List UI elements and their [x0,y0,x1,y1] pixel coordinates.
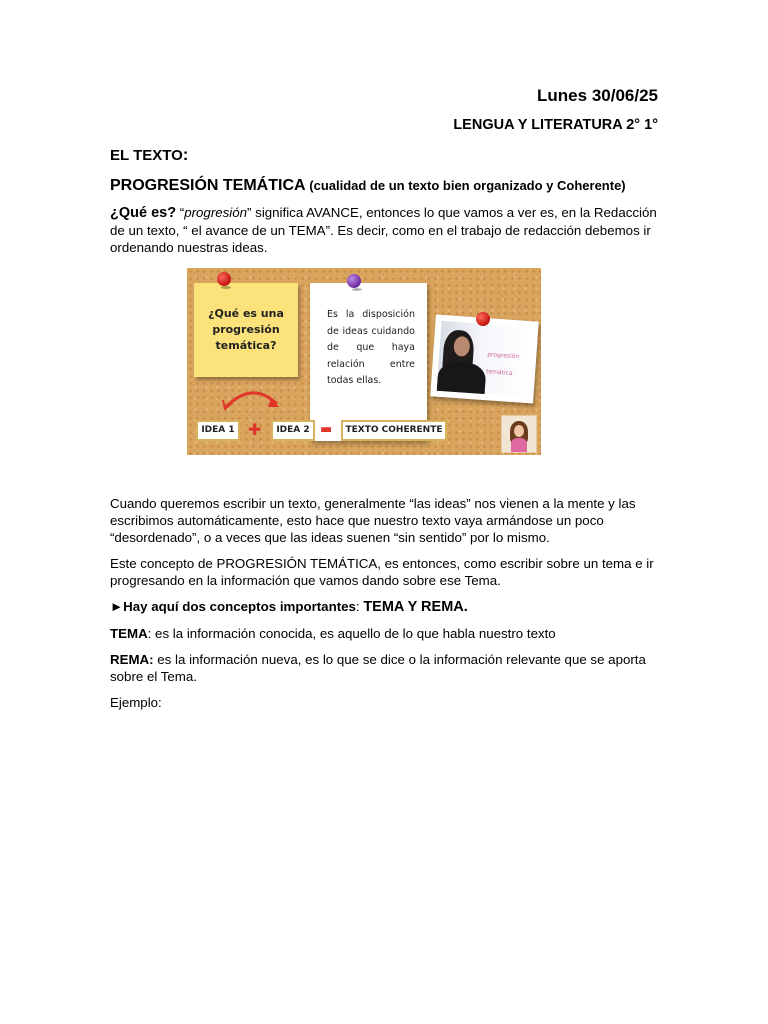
label-texto-coherente: TEXTO COHERENTE [341,420,447,441]
paragraph-ideas: Cuando queremos escribir un texto, generalmente “las ideas” nos vienen a la mente y las escribimos automáticamente, esto hace que nuestro texto vaya armándose un poco “desordenado”, o a veces que las ideas suenen “sin sentido” por lo mismo. [110,496,636,545]
date-heading: Lunes 30/06/25 [537,86,658,105]
example-label: Ejemplo: [110,695,162,710]
rema-text: es la información nueva, es lo que se dice o la información relevante que se aporta sobre el Tema. [110,652,646,684]
pin-shadow [221,286,231,289]
definition-text: ” significa AVANCE, entonces lo que vamos a ver es, en la Redacción de un texto, “ el avance de un TEMA”. Es decir, como en el trabajo de redacción debemos ir ordenando nuestras ideas. [110,205,657,255]
topic-title: PROGRESIÓN TEMÁTICA [110,177,306,194]
definition-paragraph [110,204,658,256]
topic-subtitle: (cualidad de un texto bien organizado y Coherente) [309,178,626,193]
definition-term: progresión [184,205,248,220]
photo-body [437,361,487,397]
tema-text: : es la información conocida, es aquello de lo que habla nuestro texto [147,626,556,641]
tema-definition [110,625,658,642]
pin-shadow [352,288,362,291]
rema-definition [110,651,658,685]
purple-pin-icon [347,274,361,288]
concepts-line [110,598,658,616]
bullet-arrow-icon: ► [110,599,124,614]
avatar-face [514,425,524,437]
illustration-figure [110,263,658,495]
concepts-highlight: TEMA Y REMA. [363,599,468,615]
plus-icon: ✚ [248,420,262,439]
teacher-photo [430,315,538,404]
cork-board [187,268,541,455]
avatar-girl-icon [501,415,537,453]
concepts-colon: : [355,599,364,614]
concepts-lead: Hay aquí dos conceptos importantes [123,599,356,614]
equals-icon: ▬ [320,422,333,437]
label-idea-1: IDEA 1 [196,420,240,441]
topic-heading [110,177,658,195]
rema-label: REMA: [110,652,154,667]
curved-arrow-icon [221,386,283,410]
document-body [110,146,658,718]
section-title [110,146,658,164]
photo-image [437,321,533,397]
section-title-text: EL TEXTO [110,147,183,164]
photo-whiteboard-text: progresión temática [485,351,520,377]
red-pin-icon [476,312,490,326]
tema-label: TEMA [110,626,148,641]
white-note-card: Es la disposición de ideas cuidando de que haya relación entre todas ellas. [310,283,427,441]
yellow-sticky-note: ¿Qué es una progresión temática? [194,283,298,377]
subject-heading: LENGUA Y LITERATURA 2° 1° [453,117,658,133]
label-idea-2: IDEA 2 [271,420,315,441]
avatar-body [511,438,527,452]
paragraph-concept: Este concepto de PROGRESIÓN TEMÁTICA, es entonces, como escribir sobre un tema e ir progresando en la información que vamos dando sobre ese Tema. [110,556,654,588]
definition-open-quote: “ [176,205,185,220]
red-pin-icon [217,272,231,286]
section-title-colon: : [182,145,189,164]
definition-question: ¿Qué es? [110,205,177,221]
